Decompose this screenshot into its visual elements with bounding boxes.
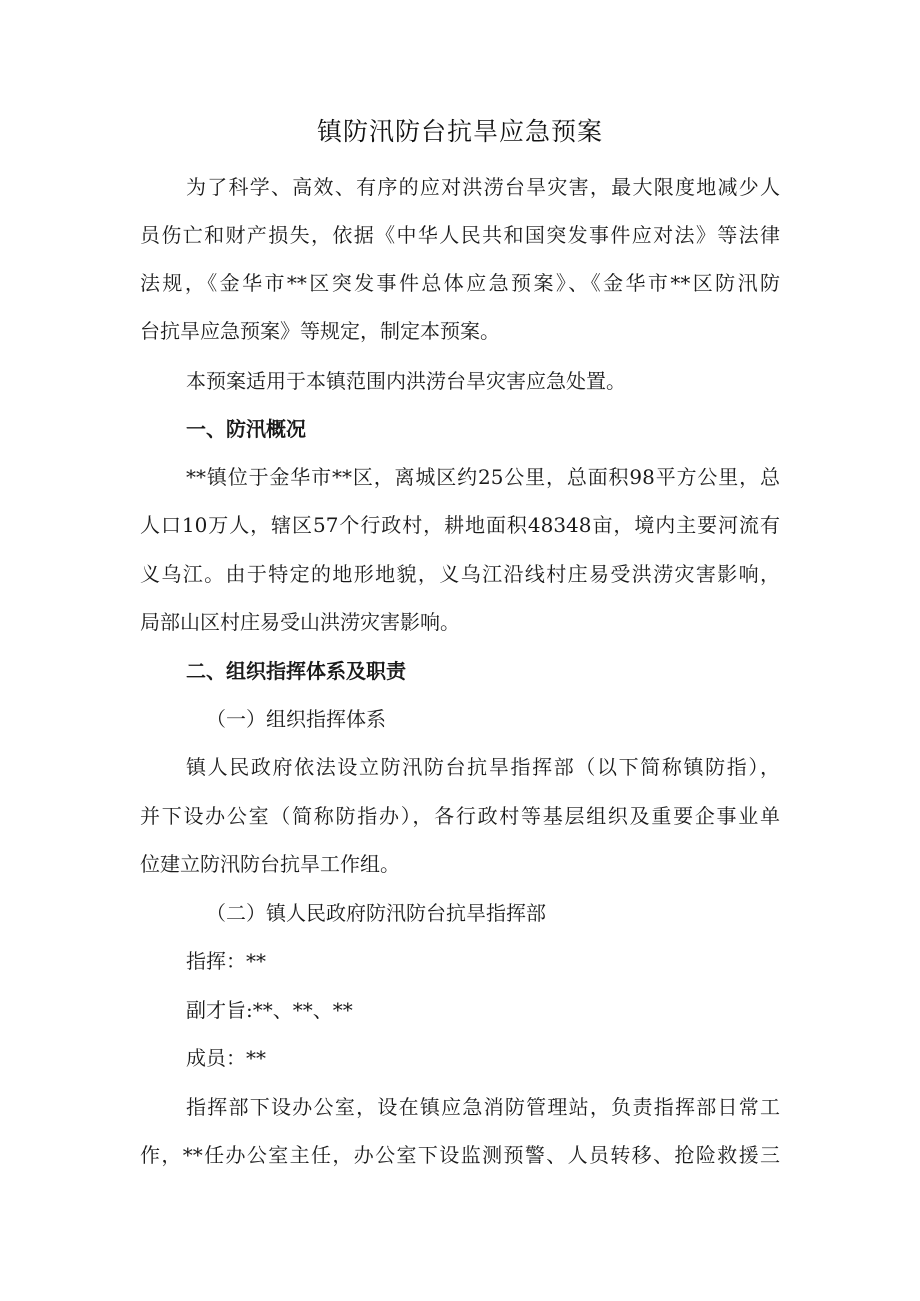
- section1-heading: 一、防汛概况: [186, 417, 306, 441]
- subsection2-heading: （二）镇人民政府防汛防台抗旱指挥部: [206, 901, 546, 925]
- section1-line: **镇位于金华市**区，离城区约25公里，总面积98平方公里，总: [186, 465, 780, 489]
- intro-line: 法规，《金华市**区突发事件总体应急预案》、《金华市**区防汛防: [140, 271, 780, 295]
- subsection1-line: 镇人民政府依法设立防汛防台抗旱指挥部（以下简称镇防指），: [186, 755, 780, 779]
- subsection1-line: 位建立防汛防台抗旱工作组。: [140, 852, 400, 876]
- intro-line: 台抗旱应急预案》等规定，制定本预案。: [140, 319, 500, 343]
- office-line: 指挥部下设办公室，设在镇应急消防管理站，负责指挥部日常工: [186, 1095, 780, 1119]
- deputy-line: 副才旨:**、**、**: [186, 998, 353, 1022]
- subsection1-line: 并下设办公室（简称防指办），各行政村等基层组织及重要企事业单: [140, 804, 780, 828]
- commander-line: 指挥：**: [186, 949, 266, 973]
- members-line: 成员：**: [186, 1046, 266, 1070]
- section2-heading: 二、组织指挥体系及职责: [186, 659, 406, 683]
- section1-line: 人口10万人，辖区57个行政村，耕地面积48348亩，境内主要河流有: [140, 513, 780, 537]
- section1-line: 义乌江。由于特定的地形地貌，义乌江沿线村庄易受洪涝灾害影响，: [140, 562, 780, 586]
- scope-paragraph: 本预案适用于本镇范围内洪涝台旱灾害应急处置。: [186, 369, 626, 393]
- intro-line: 为了科学、高效、有序的应对洪涝台旱灾害，最大限度地减少人: [186, 175, 780, 199]
- document-title: 镇防汛防台抗旱应急预案: [316, 117, 603, 146]
- section1-line: 局部山区村庄易受山洪涝灾害影响。: [140, 610, 460, 634]
- subsection1-heading: （一）组织指挥体系: [206, 707, 386, 731]
- office-line: 作，**任办公室主任，办公室下设监测预警、人员转移、抢险救援三: [140, 1143, 780, 1167]
- intro-line: 员伤亡和财产损失，依据《中华人民共和国突发事件应对法》等法律: [140, 223, 780, 247]
